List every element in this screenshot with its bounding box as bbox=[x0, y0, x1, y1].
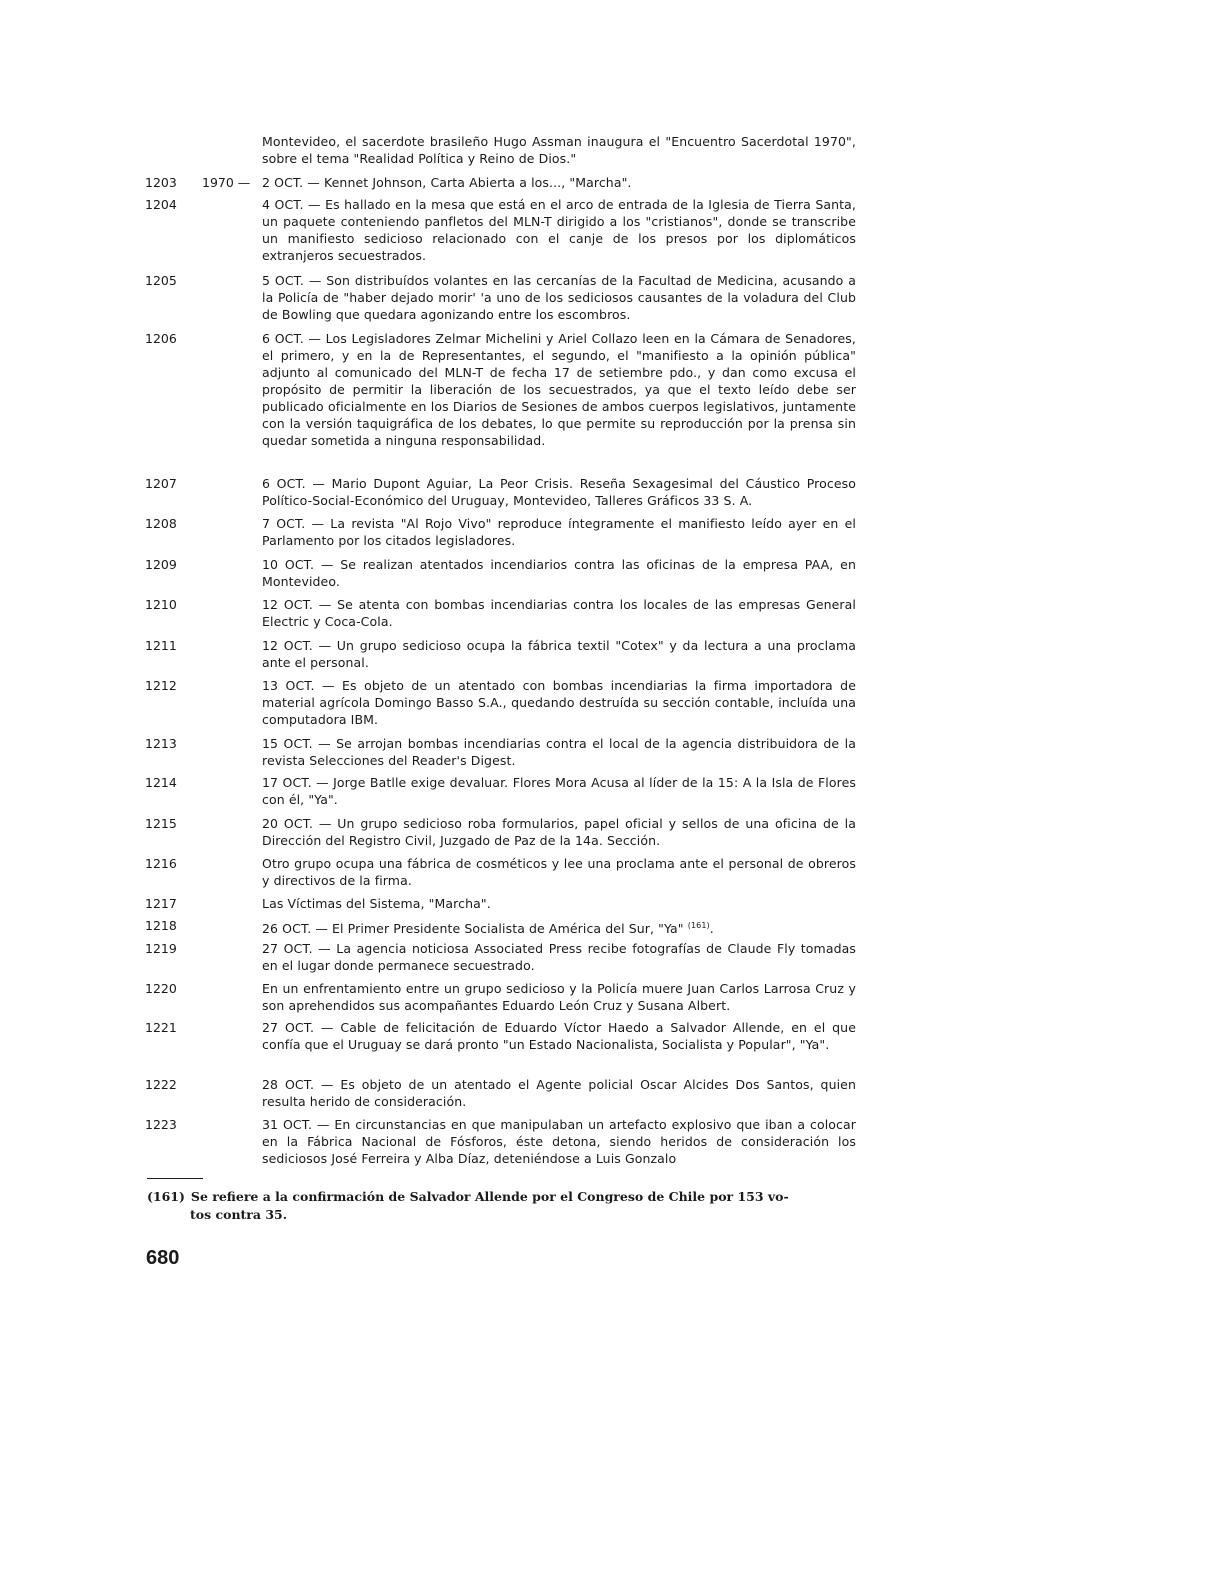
entry-number: 1212 bbox=[145, 678, 177, 693]
entry-text: 6 OCT. — Los Legisladores Zelmar Michelini y Ariel Collazo leen en la Cámara de Senadores, el primero, y en la de Representantes, el segundo, el "manifiesto a la opinión pública" adjunto al comunicado del MLN-T de fecha 17 de setiembre pdo., y dan como excusa el propósito de permitir la liberación de los secuestrados, ya que el texto leído debe ser publicado oficialmente en los Diarios de Sesiones de ambos cuerpos legislativos, juntamente con la versión taquigráfica de los debates, lo que permite su reproducción por la prensa sin quedar sometida a ninguna responsabilidad. bbox=[262, 331, 856, 448]
entry-number: 1203 bbox=[145, 175, 177, 190]
entry-number: 1220 bbox=[145, 981, 177, 996]
entry-text: 4 OCT. — Es hallado en la mesa que está en el arco de entrada de la Iglesia de Tierra Santa, un paquete conteniendo panfletos del MLN-T dirigido a los "cristianos", donde se transcribe un manifiesto sedicioso relacionado con el canje de los presos por los diplomáticos extranjeros secuestrados. bbox=[262, 197, 856, 263]
entry-text: 28 OCT. — Es objeto de un atentado el Agente policial Oscar Alcides Dos Santos, quien resulta herido de consideración. bbox=[262, 1077, 856, 1109]
footnote-line-1: Se refiere a la confirmación de Salvador Allende por el Congreso de Chile por 153 vo- bbox=[190, 1189, 789, 1204]
footnote-reference: (161) bbox=[687, 921, 710, 930]
entry-text: 12 OCT. — Un grupo sedicioso ocupa la fábrica textil "Cotex" y da lectura a una proclama ante el personal. bbox=[262, 638, 856, 670]
entry-text bbox=[262, 917, 856, 937]
entry-text-main: 26 OCT. — El Primer Presidente Socialista de América del Sur, "Ya" bbox=[262, 921, 684, 937]
entry-text: 2 OCT. — Kennet Johnson, Carta Abierta a los..., "Marcha". bbox=[262, 175, 632, 190]
entry-number: 1221 bbox=[145, 1020, 177, 1035]
entry-text: 15 OCT. — Se arrojan bombas incendiarias contra el local de la agencia distribuidora de la revista Selecciones del Reader's Digest. bbox=[262, 736, 856, 768]
entry-number: 1204 bbox=[145, 197, 177, 212]
entry-number: 1223 bbox=[145, 1117, 177, 1132]
entry-text: 5 OCT. — Son distribuídos volantes en las cercanías de la Facultad de Medicina, acusando a la Policía de "haber dejado morir' 'a uno de los sediciosos causantes de la voladura del Club de Bowling que quedara agonizando entre los escombros. bbox=[262, 273, 856, 322]
entry-text: En un enfrentamiento entre un grupo sedicioso y la Policía muere Juan Carlos Larrosa Cruz y son aprehendidos sus acompañantes Eduardo León Cruz y Susana Albert. bbox=[262, 981, 856, 1013]
entry-text: Otro grupo ocupa una fábrica de cosméticos y lee una proclama ante el personal de obreros y directivos de la firma. bbox=[262, 856, 856, 888]
footnote bbox=[147, 1188, 867, 1224]
footnote-mark: (161) bbox=[147, 1189, 185, 1204]
entry-year: 1970 — bbox=[202, 175, 251, 190]
entry-text: 27 OCT. — La agencia noticiosa Associated Press recibe fotografías de Claude Fly tomadas en el lugar donde permanece secuestrado. bbox=[262, 941, 856, 973]
entry-number: 1218 bbox=[145, 918, 177, 933]
entry-text: 13 OCT. — Es objeto de un atentado con bombas incendiarias la firma importadora de material agrícola Domingo Basso S.A., quedando destruída su sección contable, incluída una computadora IBM. bbox=[262, 678, 856, 727]
entry-number: 1219 bbox=[145, 941, 177, 956]
entry-number: 1211 bbox=[145, 638, 177, 653]
entry-text: 31 OCT. — En circunstancias en que manipulaban un artefacto explosivo que iban a colocar en la Fábrica Nacional de Fósforos, éste detona, siendo heridos de consideración los sediciosos José Ferreira y Alba Díaz, deteniéndose a Luis Gonzalo bbox=[262, 1117, 856, 1166]
entry-text: 27 OCT. — Cable de felicitación de Eduardo Víctor Haedo a Salvador Allende, en el que confía que el Uruguay se dará pronto "un Estado Nacionalista, Socialista y Popular", "Ya". bbox=[262, 1020, 856, 1052]
entry-text: Montevideo, el sacerdote brasileño Hugo Assman inaugura el "Encuentro Sacerdotal 1970", sobre el tema "Realidad Política y Reino de Dios." bbox=[262, 134, 856, 166]
entry-number: 1215 bbox=[145, 816, 177, 831]
entry-number: 1222 bbox=[145, 1077, 177, 1092]
entry-number: 1216 bbox=[145, 856, 177, 871]
footnote-divider bbox=[147, 1178, 203, 1179]
entry-number: 1208 bbox=[145, 516, 177, 531]
footnote-line-2: tos contra 35. bbox=[190, 1207, 288, 1222]
entry-text: 10 OCT. — Se realizan atentados incendiarios contra las oficinas de la empresa PAA, en Montevideo. bbox=[262, 557, 856, 589]
entry-number: 1210 bbox=[145, 597, 177, 612]
entry-number: 1213 bbox=[145, 736, 177, 751]
entry-text-end: . bbox=[709, 921, 714, 937]
entry-number: 1207 bbox=[145, 476, 177, 491]
entry-text: Las Víctimas del Sistema, "Marcha". bbox=[262, 896, 491, 911]
entry-text: 17 OCT. — Jorge Batlle exige devaluar. Flores Mora Acusa al líder de la 15: A la Isla de Flores con él, "Ya". bbox=[262, 775, 856, 807]
entry-number: 1206 bbox=[145, 331, 177, 346]
entry-text: 6 OCT. — Mario Dupont Aguiar, La Peor Crisis. Reseña Sexagesimal del Cáustico Proceso Político-Social-Económico del Uruguay, Montevideo, Talleres Gráficos 33 S. A. bbox=[262, 476, 856, 508]
entry-text: 12 OCT. — Se atenta con bombas incendiarias contra los locales de las empresas General Electric y Coca-Cola. bbox=[262, 597, 856, 629]
entry-text: 7 OCT. — La revista "Al Rojo Vivo" reproduce íntegramente el manifiesto leído ayer en el Parlamento por los citados legisladores. bbox=[262, 516, 856, 548]
entry-number: 1209 bbox=[145, 557, 177, 572]
entry-number: 1217 bbox=[145, 896, 177, 911]
entry-number: 1214 bbox=[145, 775, 177, 790]
entry-text: 20 OCT. — Un grupo sedicioso roba formularios, papel oficial y sellos de una oficina de la Dirección del Registro Civil, Juzgado de Paz de la 14a. Sección. bbox=[262, 816, 856, 848]
page-number: 680 bbox=[146, 1247, 180, 1269]
entry-number: 1205 bbox=[145, 273, 177, 288]
